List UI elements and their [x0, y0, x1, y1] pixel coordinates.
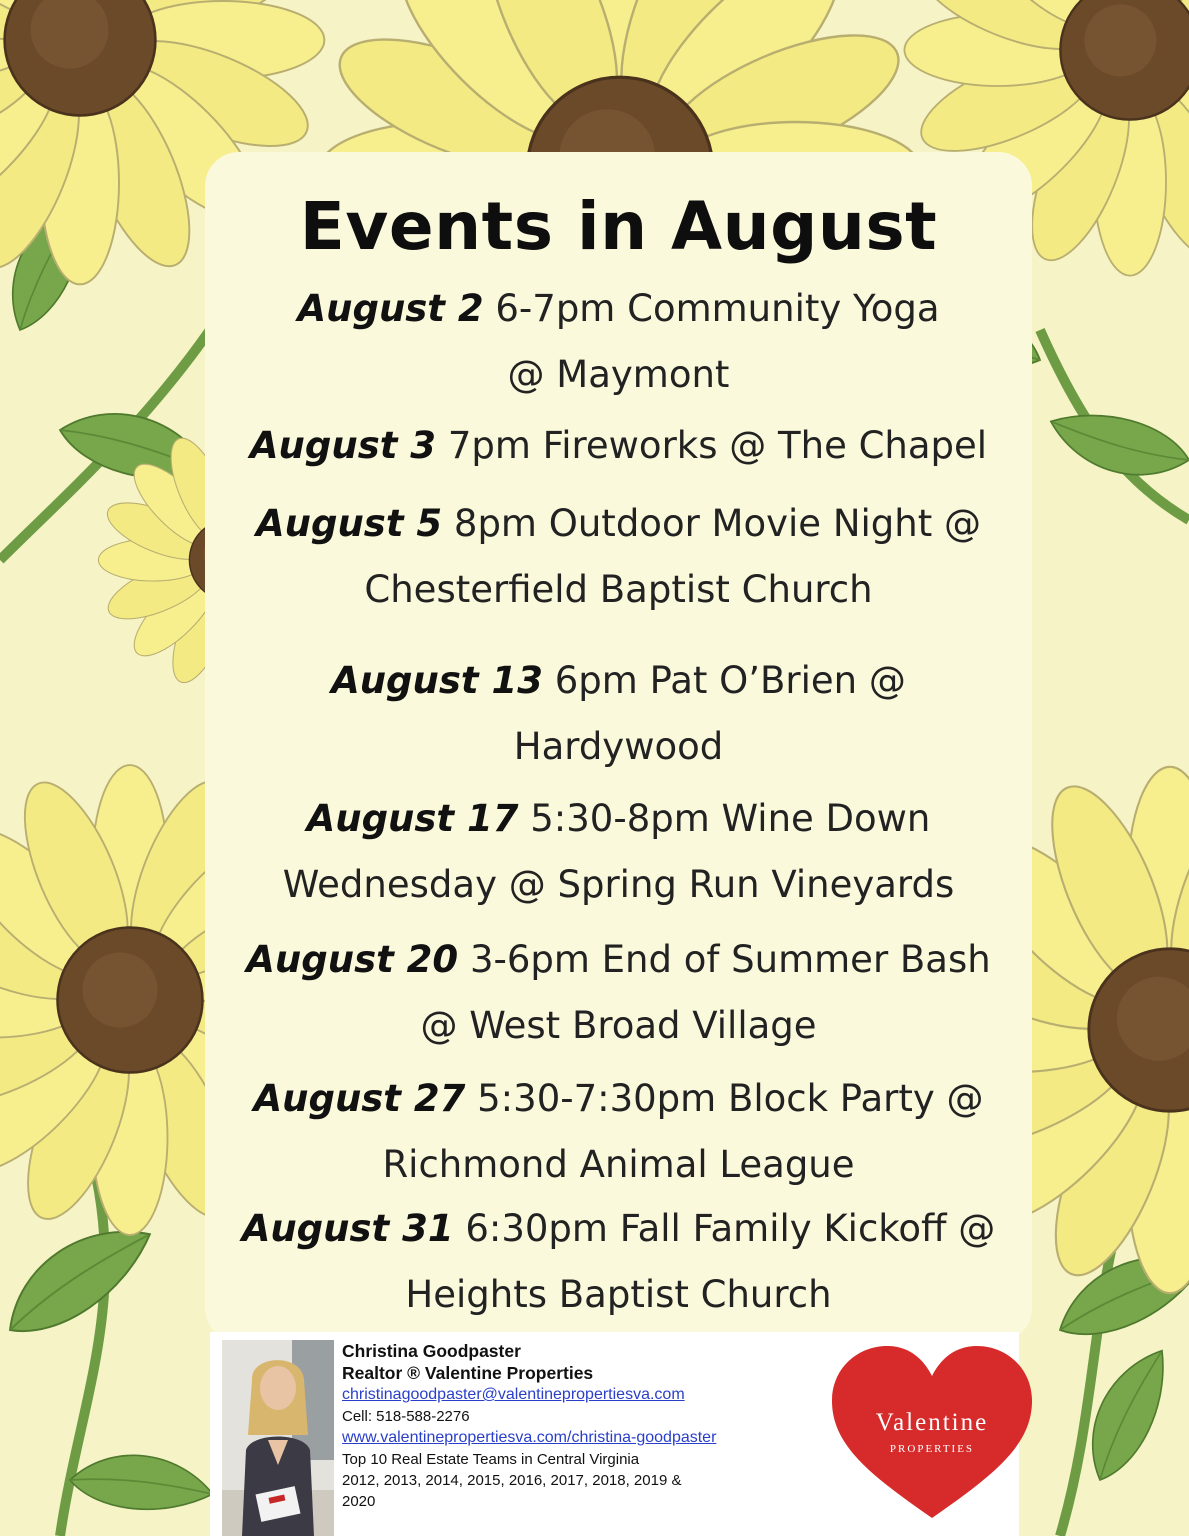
event-date: August 5: [256, 502, 443, 545]
contact-card: [210, 1332, 1019, 1536]
agent-cell: Cell: 518-588-2276: [342, 1408, 470, 1425]
award-years: 2012, 2013, 2014, 2015, 2016, 2017, 2018, 2019 &: [342, 1472, 682, 1489]
event-detail-continued: Heights Baptist Church: [405, 1273, 832, 1316]
event-detail: 6-7pm Community Yoga: [495, 287, 940, 330]
page-title: Events in August: [299, 188, 938, 265]
event-detail: 6:30pm Fall Family Kickoff @: [465, 1207, 996, 1250]
event-detail-continued: Hardywood: [513, 725, 724, 768]
event-line: [200, 927, 1037, 993]
event-detail: 5:30-7:30pm Block Party @: [477, 1077, 984, 1120]
event-detail: 7pm Fireworks @ The Chapel: [447, 424, 988, 467]
award-line: Top 10 Real Estate Teams in Central Virginia: [342, 1451, 640, 1468]
event-date: August 31: [241, 1207, 454, 1250]
event-date: August 20: [246, 938, 459, 981]
event-detail: 6pm Pat O’Brien @: [554, 659, 906, 702]
event-detail: 8pm Outdoor Movie Night @: [453, 502, 981, 545]
event-detail-continued: Chesterfield Baptist Church: [364, 568, 873, 611]
valentine-properties-logo: [832, 1346, 1032, 1526]
event-detail-continued: Richmond Animal League: [382, 1143, 855, 1186]
event-line: [200, 491, 1037, 557]
agent-role: Realtor ® Valentine Properties: [342, 1363, 594, 1383]
event-item: [200, 1196, 1037, 1328]
event-item: [200, 1066, 1037, 1198]
agent-email-link[interactable]: christinagoodpaster@valentinepropertiesva.com: [342, 1386, 685, 1403]
event-item: [200, 413, 1037, 479]
event-item: [200, 648, 1037, 780]
event-date: August 27: [253, 1077, 466, 1120]
event-line: [200, 1196, 1037, 1262]
event-date: August 17: [306, 797, 519, 840]
event-date: August 2: [297, 287, 484, 330]
event-line: [200, 786, 1037, 852]
agent-photo: [222, 1340, 334, 1536]
event-detail: 3-6pm End of Summer Bash: [469, 938, 991, 981]
event-line: [200, 413, 1037, 479]
event-date: August 13: [331, 659, 543, 702]
event-item: [200, 276, 1037, 408]
award-years-continued: 2020: [342, 1493, 376, 1510]
event-item: [200, 491, 1037, 623]
event-item: [200, 786, 1037, 918]
agent-name: Christina Goodpaster: [342, 1341, 521, 1361]
event-line: [200, 1066, 1037, 1132]
logo-subtext: PROPERTIES: [889, 1443, 975, 1455]
event-date: August 3: [249, 424, 437, 467]
event-detail-continued: @ Maymont: [507, 353, 730, 396]
event-line: [200, 276, 1037, 342]
agent-website-link[interactable]: www.valentinepropertiesva.com/christina-goodpaster: [342, 1429, 717, 1446]
logo-wordmark: Valentine: [875, 1409, 989, 1436]
agent-contact-info: [342, 1340, 842, 1512]
event-detail-continued: Wednesday @ Spring Run Vineyards: [282, 863, 955, 906]
event-item: [200, 927, 1037, 1059]
event-detail-continued: @ West Broad Village: [420, 1004, 817, 1047]
event-line: [200, 648, 1037, 714]
event-detail: 5:30-8pm Wine Down: [530, 797, 931, 840]
